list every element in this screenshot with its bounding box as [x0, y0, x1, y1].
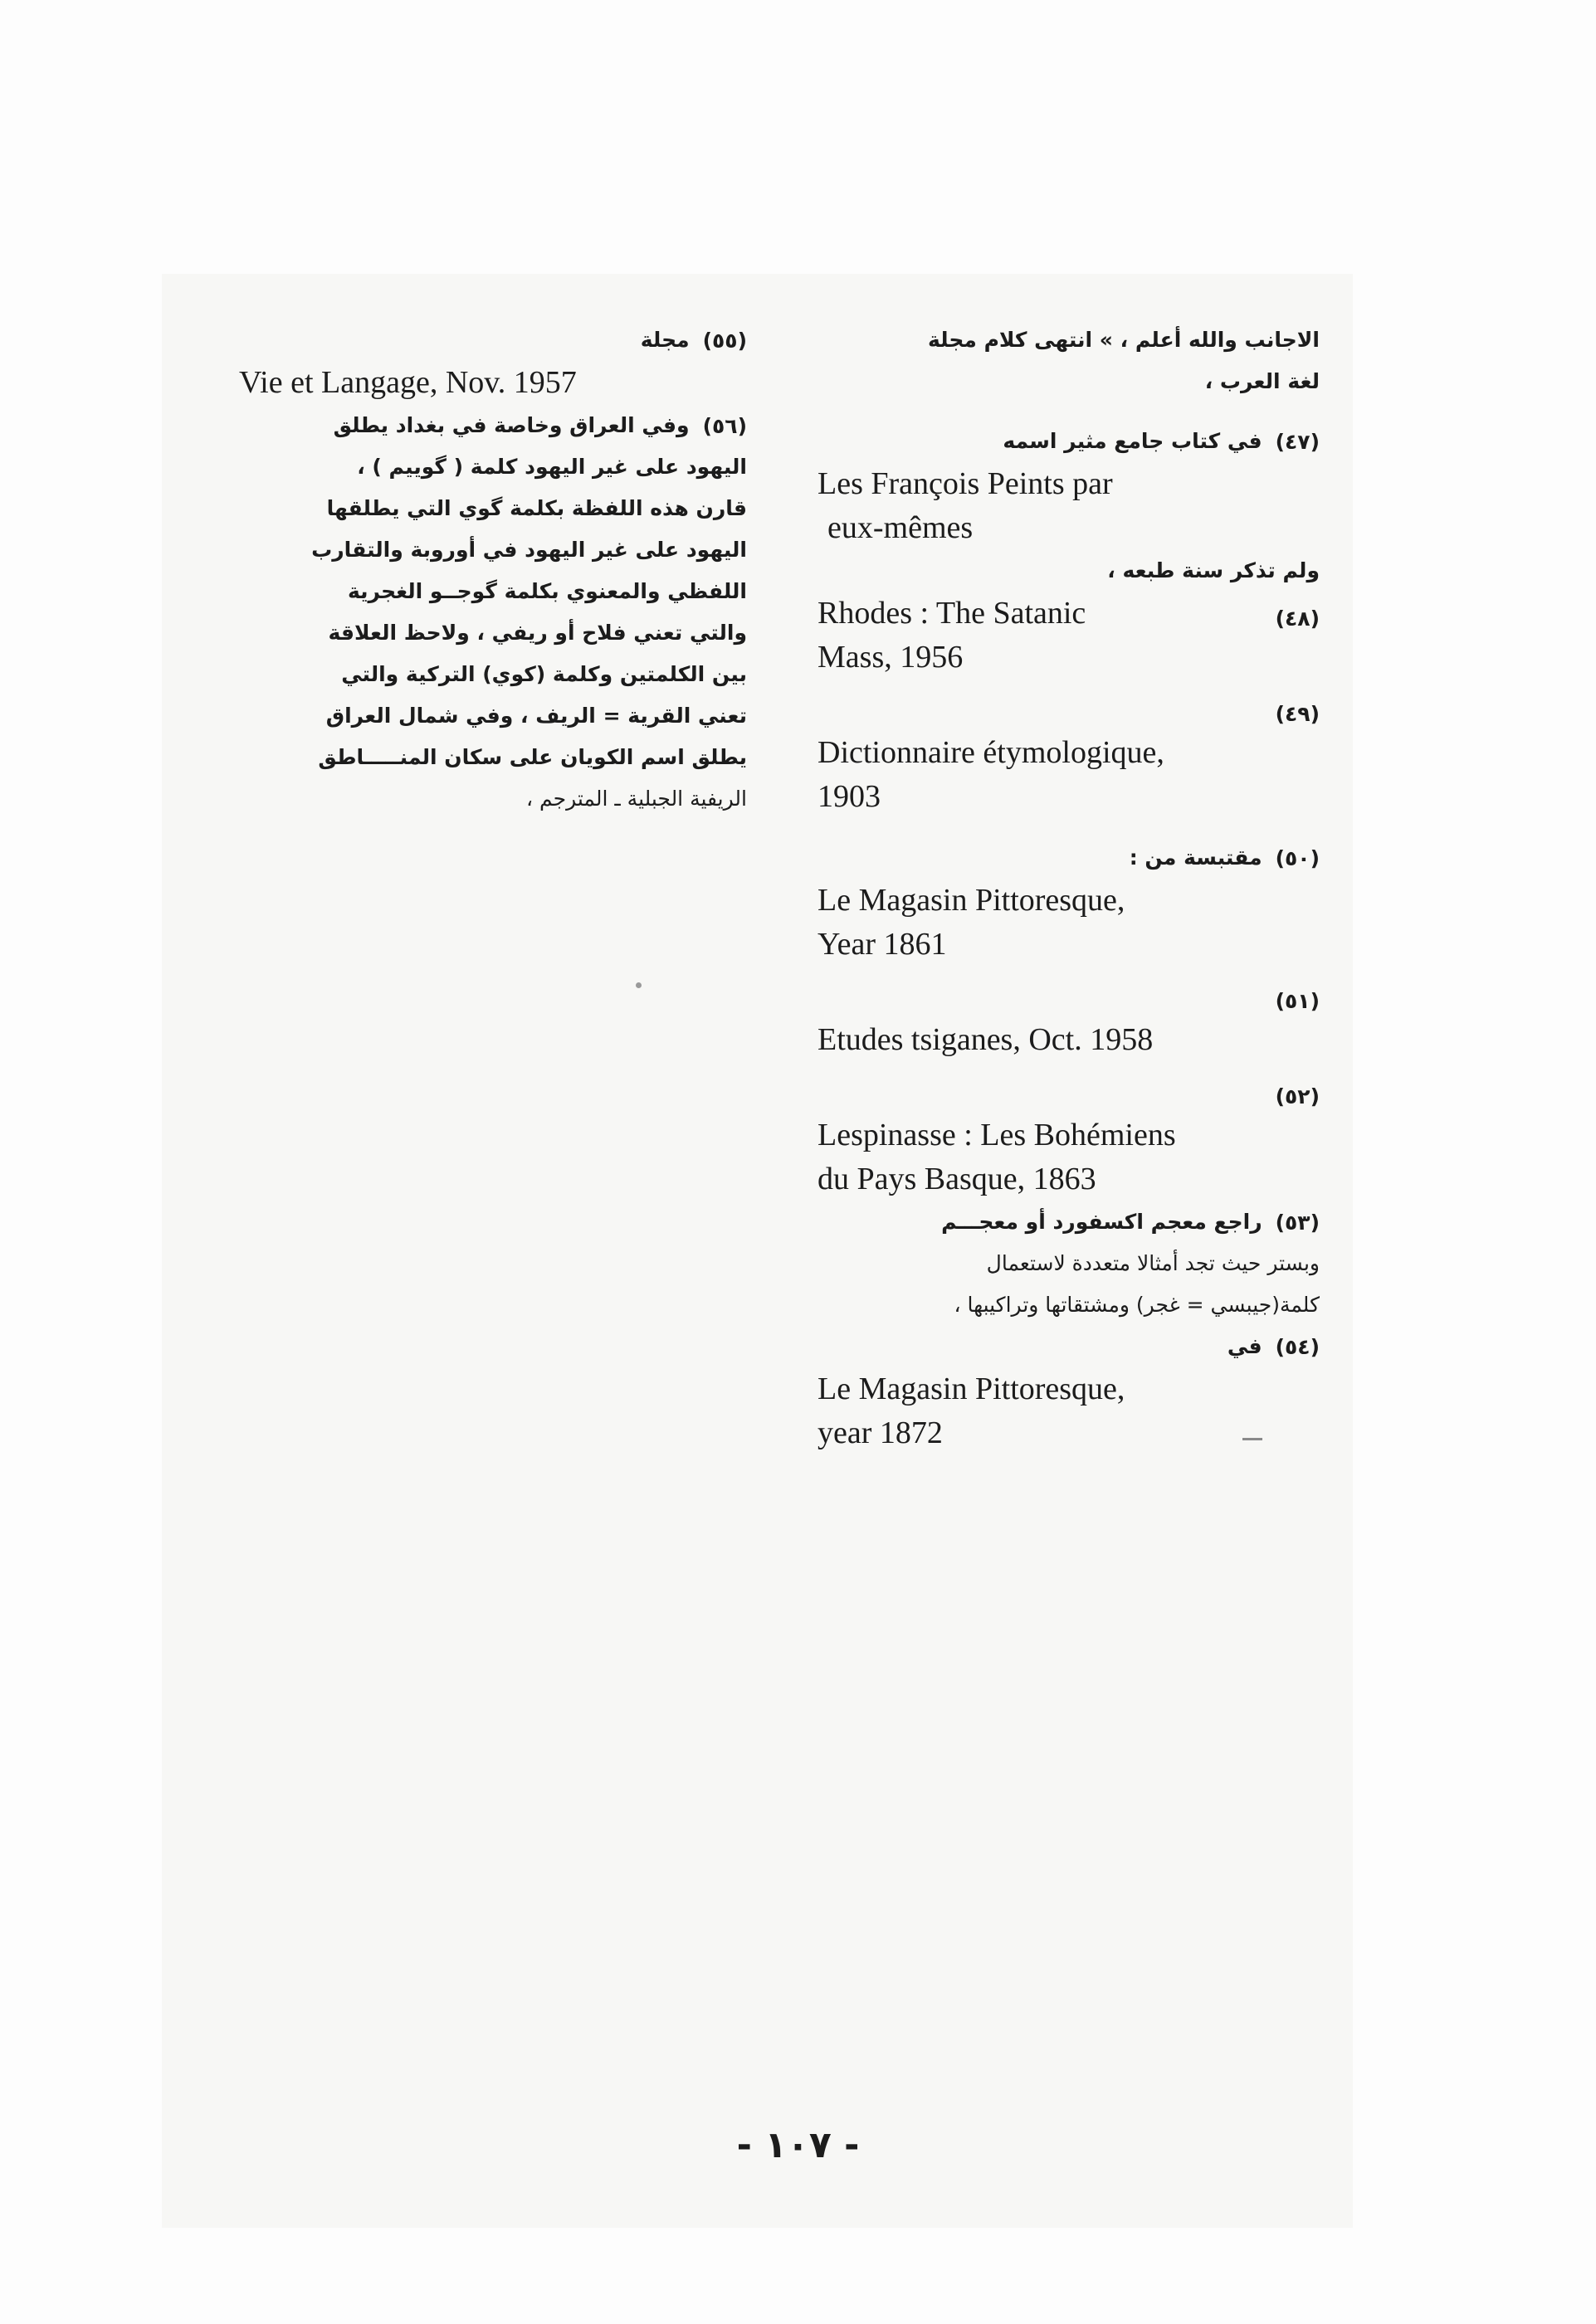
right-column — [818, 319, 1320, 1455]
reference-line: Lespinasse : Les Bohémiens — [818, 1118, 1176, 1152]
footnote-intro: في كتاب جامع مثير اسمه — [1003, 429, 1262, 453]
footnote-53 — [818, 1201, 1320, 1243]
footnote-text: وفي العراق وخاصة في بغداد يطلق — [333, 413, 690, 437]
reference-line: Rhodes : The Satanic — [818, 596, 1086, 631]
footnote-number: (٤٨) — [1275, 607, 1320, 631]
footnote-text: اليهود على غير اليهود كلمة ( گوييم ) ، — [357, 455, 747, 479]
footnote-number: (٥٠) — [1275, 845, 1320, 870]
reference-line: Year 1861 — [818, 927, 947, 962]
reference-line: Le Magasin Pittoresque, — [818, 883, 1125, 918]
footnote-number: (٥٢) — [1275, 1084, 1320, 1108]
reference-line: Mass, 1956 — [818, 640, 964, 675]
footnote-number: (٤٩) — [1275, 702, 1320, 726]
reference-line: Etudes tsiganes, Oct. 1958 — [818, 1022, 1154, 1057]
footnote-number: (٥١) — [1275, 989, 1320, 1013]
footnote-text: بين الكلمتين وكلمة (كوي) التركية والتي — [341, 662, 747, 686]
footnote-text: قارن هذه اللفظة بكلمة گوي التي يطلقها — [326, 496, 747, 520]
footnote-50 — [818, 837, 1320, 879]
continuation-line: لغة العرب ، — [1204, 369, 1320, 393]
footnote-55 — [239, 319, 747, 361]
footnote-number: (٤٧) — [1275, 429, 1320, 454]
page-number: - ١٠٧ - — [736, 2124, 860, 2166]
reference-line: year 1872 — [818, 1415, 943, 1450]
footnote-text: والتي تعني فلاح أو ريفي ، ولاحظ العلاقة — [328, 621, 747, 645]
continuation-line: الاجانب والله أعلم ، » انتهى كلام مجلة — [928, 328, 1320, 352]
footnote-number: (٥٦) — [702, 413, 747, 438]
footnote-56 — [239, 405, 747, 446]
footnote-text: تعني القرية = الريف ، وفي شمال العراق — [325, 704, 747, 728]
reference-line: 1903 — [818, 779, 881, 814]
footnote-text: الريفية الجبلية ـ المترجم ، — [525, 787, 747, 811]
reference-line: eux-mêmes — [827, 510, 974, 545]
footnote-intro: مقتبسة من : — [1129, 845, 1262, 870]
reference-line: Le Magasin Pittoresque, — [818, 1372, 1125, 1406]
footnote-text: ولم تذكر سنة طبعه ، — [1107, 558, 1320, 582]
reference-line: Vie et Langage, Nov. 1957 — [239, 365, 577, 400]
reference-line: Dictionnaire étymologique, — [818, 735, 1164, 770]
footnote-47 — [818, 421, 1320, 462]
footnote-text: راجع معجم اكسفورد أو معجـــم — [941, 1210, 1262, 1234]
footnote-number: (٥٥) — [702, 328, 747, 353]
footnote-number: (٥٤) — [1275, 1334, 1320, 1359]
reference-line: Les François Peints par — [818, 466, 1113, 501]
footnote-intro: في — [1227, 1334, 1262, 1358]
footnote-48 — [818, 592, 1320, 636]
footnote-text: اللفظي والمعنوي بكلمة گوجــو الغجرية — [347, 579, 747, 603]
left-column — [239, 319, 747, 820]
ink-mark — [1242, 1438, 1262, 1440]
reference-line: du Pays Basque, 1863 — [818, 1162, 1096, 1196]
footnote-intro: مجلة — [640, 328, 690, 352]
footnote-text: وبستر حيث تجد أمثالا متعددة لاستعمال — [986, 1251, 1320, 1275]
footnote-text: اليهود على غير اليهود في أوروبة والتقارب — [311, 538, 747, 562]
footnote-text: يطلق اسم الكويان على سكان المنـــــاطق — [318, 745, 747, 769]
footnote-number: (٥٣) — [1275, 1210, 1320, 1235]
footnote-54 — [818, 1326, 1320, 1367]
footnote-text: كلمة(جيبسي = غجر) ومشتقاتها وتراكيبها ، — [954, 1293, 1320, 1317]
ink-speck — [636, 982, 642, 988]
